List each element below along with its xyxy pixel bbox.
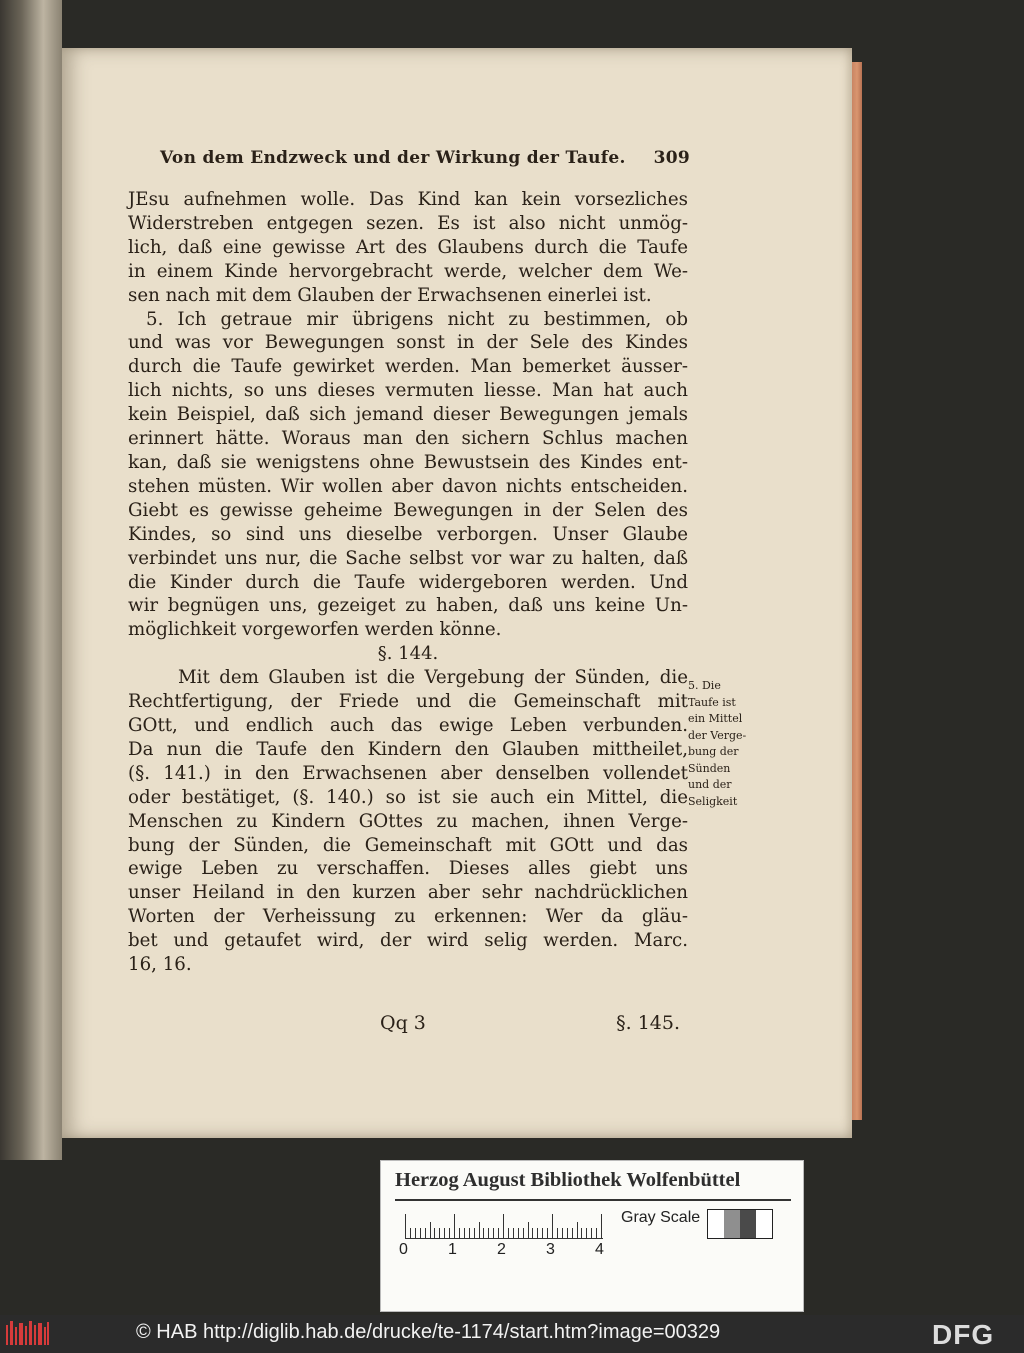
paragraph-2-body	[128, 331, 688, 642]
text-line: möglichkeit vorgeworfen werden könne.	[128, 619, 502, 641]
ruler-tick	[552, 1214, 553, 1238]
text-line: Giebt es gewisse geheime Bewegungen in der Selen des	[128, 499, 688, 521]
ruler-tick	[567, 1228, 568, 1238]
marginal-line: ein Mittel	[688, 712, 743, 725]
marginal-line: Taufe ist	[688, 695, 736, 709]
ruler-tick	[430, 1222, 431, 1238]
ruler-tick	[503, 1214, 504, 1238]
grayscale-swatch	[724, 1210, 740, 1238]
text-line: bet und getaufet wird, der wird selig werden. Marc.	[128, 930, 688, 952]
ruler-tick	[420, 1228, 421, 1238]
text-line: in einem Kinde hervorgebracht werde, welcher dem We-	[128, 260, 688, 282]
text-line: unser Heiland in den kurzen aber sehr nachdrücklichen	[128, 882, 688, 904]
ruler-tick	[449, 1228, 450, 1238]
text-line: 5. Ich getraue mir übrigens nicht zu bestimmen, ob	[146, 308, 688, 330]
ruler-tick	[488, 1228, 489, 1238]
marginal-line: und der	[688, 778, 732, 791]
ruler-tick	[493, 1228, 494, 1238]
ruler-tick	[591, 1228, 592, 1238]
ruler-number: 0	[399, 1241, 408, 1258]
text-line: wir begnügen uns, gezeiget zu haben, daß uns keine Un-	[128, 595, 688, 617]
running-head	[160, 148, 690, 180]
text-line: sen nach mit dem Glauben der Erwachsenen einerlei ist.	[128, 284, 652, 306]
ruler-tick	[439, 1228, 440, 1238]
text-line: GOtt, und endlich auch das ewige Leben verbunden.	[128, 715, 688, 737]
ruler-tick	[557, 1228, 558, 1238]
ruler-number: 3	[546, 1241, 555, 1258]
ruler-tick	[596, 1228, 597, 1238]
ruler-tick	[518, 1228, 519, 1238]
viewer-footer-bar	[0, 1315, 1024, 1353]
text-line: stehen müsten. Wir wollen aber davon nichts entscheiden.	[128, 475, 688, 497]
library-label	[380, 1160, 804, 1312]
ruler-tick	[434, 1228, 435, 1238]
marginal-line: Sünden	[688, 761, 731, 775]
ruler-tick	[459, 1228, 460, 1238]
text-line: verbindet uns nur, die Sache selbst vor war zu halten, daß	[128, 547, 688, 569]
paragraph-3	[128, 666, 688, 977]
text-line: bung der Sünden, die Gemeinschaft mit GOtt und das	[128, 834, 688, 856]
text-line: kan, daß sie wenigstens ohne Bewustsein des Kindes ent-	[128, 451, 688, 473]
grayscale-label: Gray Scale	[621, 1209, 701, 1226]
ruler-number: 2	[497, 1241, 506, 1258]
grayscale-swatch	[708, 1210, 724, 1238]
marginal-line: 5. Die	[688, 679, 721, 692]
grayscale-swatches	[707, 1209, 773, 1239]
text-line: Mit dem Glauben ist die Vergebung der Sünden, die	[178, 667, 688, 689]
signature-mark: Qq 3	[380, 1012, 426, 1034]
ruler-tick	[405, 1214, 406, 1238]
text-line: Widerstreben entgegen sezen. Es ist also nicht unmög-	[128, 212, 688, 234]
paragraph-1	[128, 188, 688, 308]
marginal-line: bung der	[688, 745, 739, 758]
ruler-tick	[479, 1222, 480, 1238]
text-line: Menschen zu Kindern GOttes zu machen, ihnen Verge-	[128, 810, 688, 832]
text-line: erinnert hätte. Woraus man den sichern Schlus machen	[128, 428, 688, 450]
ruler-tick	[454, 1214, 455, 1238]
text-line: und was vor Bewegungen sonst in der Sele des Kindes	[128, 332, 688, 354]
ruler-number: 4	[595, 1241, 604, 1258]
label-rule	[395, 1199, 791, 1201]
page-number: 309	[653, 148, 690, 168]
paragraph-2	[128, 308, 688, 332]
marginal-line: Seligkeit	[688, 794, 738, 808]
text-line: 16, 16.	[128, 954, 192, 976]
text-line: Da nun die Taufe den Kindern den Glauben mittheilet,	[128, 738, 688, 760]
ruler-tick	[513, 1228, 514, 1238]
ruler-tick	[464, 1228, 465, 1238]
text-line: lich nichts, so uns dieses vermuten liesse. Man hat auch	[128, 380, 688, 402]
scale-ruler	[405, 1213, 603, 1239]
text-line: JEsu aufnehmen wolle. Das Kind kan kein vorsezliches	[128, 189, 688, 210]
facing-page-edge	[0, 0, 62, 1160]
body-text	[128, 188, 688, 977]
ruler-tick	[577, 1222, 578, 1238]
page-footer	[380, 1012, 680, 1044]
text-line: Rechtfertigung, der Friede und die Gemeinschaft mit	[128, 691, 688, 713]
ruler-tick	[586, 1228, 587, 1238]
ruler-tick	[528, 1222, 529, 1238]
ruler-tick	[474, 1228, 475, 1238]
text-line: durch die Taufe gewirket werden. Man bemerket äusser-	[128, 356, 688, 378]
ruler-numbers	[399, 1241, 629, 1261]
ruler-tick	[572, 1228, 573, 1238]
text-line: ewige Leben zu verschaffen. Dieses alles giebt uns	[128, 858, 688, 880]
ruler-tick	[532, 1228, 533, 1238]
marginal-line: der Verge-	[688, 728, 747, 742]
ruler-tick	[581, 1228, 582, 1238]
text-line: die Kinder durch die Taufe widergeboren werden. Und	[128, 571, 688, 593]
ruler-tick	[562, 1228, 563, 1238]
ruler-tick	[547, 1228, 548, 1238]
marginal-note	[688, 678, 760, 810]
ruler-tick	[537, 1228, 538, 1238]
barcode-icon	[6, 1321, 50, 1347]
ruler-number: 1	[448, 1241, 457, 1258]
ruler-tick	[542, 1228, 543, 1238]
section-number: §. 144.	[377, 643, 439, 665]
text-line: Worten der Verheissung zu erkennen: Wer da gläu-	[128, 906, 688, 928]
ruler-tick	[410, 1228, 411, 1238]
ruler-tick	[415, 1228, 416, 1238]
running-head-title: Von dem Endzweck und der Wirkung der Taufe.	[160, 148, 626, 168]
grayscale-swatch	[756, 1210, 772, 1238]
ruler-tick	[483, 1228, 484, 1238]
text-line: kein Beispiel, daß sich jemand dieser Bewegungen jemals	[128, 404, 688, 426]
grayscale-swatch	[740, 1210, 756, 1238]
copyright-link[interactable]: © HAB http://diglib.hab.de/drucke/te-1174/start.htm?image=00329	[136, 1321, 721, 1343]
text-line: Kindes, so sind uns dieselbe verborgen. Unser Glaube	[128, 523, 688, 545]
text-line: lich, daß eine gewisse Art des Glaubens durch die Taufe	[128, 236, 688, 258]
ruler-tick	[523, 1228, 524, 1238]
dfg-logo: DFG	[932, 1319, 995, 1350]
ruler-tick	[444, 1228, 445, 1238]
text-line: oder bestätiget, (§. 140.) so ist sie auch ein Mittel, die	[128, 786, 688, 808]
catchword: §. 145.	[616, 1012, 680, 1034]
ruler-tick	[601, 1214, 602, 1238]
library-name: Herzog August Bibliothek Wolfenbüttel	[395, 1169, 741, 1191]
ruler-tick	[469, 1228, 470, 1238]
page-fore-edge	[852, 62, 862, 1120]
ruler-tick	[498, 1228, 499, 1238]
text-line: (§. 141.) in den Erwachsenen aber denselben vollendet	[128, 762, 688, 784]
ruler-tick	[508, 1228, 509, 1238]
ruler-tick	[425, 1228, 426, 1238]
